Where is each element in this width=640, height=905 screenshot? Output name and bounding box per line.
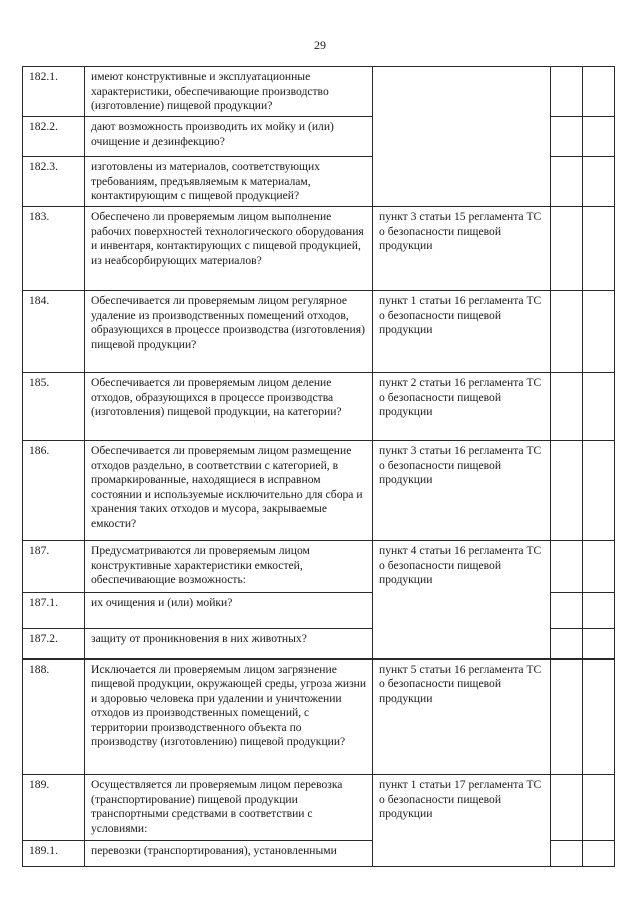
item-question: Обеспечивается ли проверяемым лицом размещение отходов раздельно, в соответствии с категорией, в промаркированные, находящиеся в исправном состоянии и используемые исключительно для сбора и хранения таких отходов и мусора, закрываемые емкости? xyxy=(85,441,373,541)
item-reference: пункт 2 статьи 16 регламента ТС о безопасности пищевой продукции xyxy=(373,373,551,441)
answer-cell xyxy=(551,67,583,117)
item-number: 188. xyxy=(23,659,85,775)
table-row xyxy=(23,659,615,775)
item-number: 187. xyxy=(23,541,85,593)
answer-cell xyxy=(551,593,583,629)
item-number: 182.2. xyxy=(23,117,85,157)
answer-cell xyxy=(583,659,615,775)
item-question: перевозки (транспортирования), установленными xyxy=(85,841,373,867)
item-number: 187.1. xyxy=(23,593,85,629)
table-row xyxy=(23,291,615,373)
answer-cell xyxy=(551,775,583,841)
table-row xyxy=(23,775,615,841)
item-question: их очищения и (или) мойки? xyxy=(85,593,373,629)
table-row xyxy=(23,541,615,593)
answer-cell xyxy=(583,67,615,117)
answer-cell xyxy=(551,541,583,593)
table-row xyxy=(23,373,615,441)
item-question: Обеспечивается ли проверяемым лицом деление отходов, образующихся в процессе производства (изготовления) пищевой продукции, на категории? xyxy=(85,373,373,441)
item-question: Обеспечивается ли проверяемым лицом регулярное удаление из производственных помещений отходов, образующихся в процессе производства (изготовления) пищевой продукции? xyxy=(85,291,373,373)
item-reference: пункт 3 статьи 15 регламента ТС о безопасности пищевой продукции xyxy=(373,207,551,291)
item-number: 184. xyxy=(23,291,85,373)
item-number: 189. xyxy=(23,775,85,841)
answer-cell xyxy=(551,841,583,867)
answer-cell xyxy=(551,659,583,775)
answer-cell xyxy=(583,541,615,593)
item-reference: пункт 3 статьи 16 регламента ТС о безопасности пищевой продукции xyxy=(373,441,551,541)
answer-cell xyxy=(551,291,583,373)
table-row xyxy=(23,441,615,541)
answer-cell xyxy=(583,373,615,441)
item-question: Обеспечено ли проверяемым лицом выполнение рабочих поверхностей технологического оборудования и инвентаря, контактирующих с пищевой продукцией, из неабсорбирующих материалов? xyxy=(85,207,373,291)
item-reference xyxy=(373,67,551,207)
answer-cell xyxy=(583,117,615,157)
item-reference: пункт 5 статьи 16 регламента ТС о безопасности пищевой продукции xyxy=(373,659,551,775)
item-number: 186. xyxy=(23,441,85,541)
item-number: 189.1. xyxy=(23,841,85,867)
answer-cell xyxy=(583,157,615,207)
answer-cell xyxy=(551,117,583,157)
answer-cell xyxy=(551,629,583,659)
page-number: 29 xyxy=(314,38,326,52)
answer-cell xyxy=(583,593,615,629)
answer-cell xyxy=(583,441,615,541)
item-question: Исключается ли проверяемым лицом загрязнение пищевой продукции, окружающей среды, угроза жизни и здоровью человека при удалении и уничтожении отходов из производственных помещений, с территории производственного объекта по производству (изготовлению) пищевой продукции? xyxy=(85,659,373,775)
answer-cell xyxy=(583,841,615,867)
item-question: имеют конструктивные и эксплуатационные характеристики, обеспечивающие производство (изготовление) пищевой продукции? xyxy=(85,67,373,117)
answer-cell xyxy=(583,207,615,291)
table-row xyxy=(23,67,615,117)
item-question: защиту от проникновения в них животных? xyxy=(85,629,373,659)
answer-cell xyxy=(583,629,615,659)
item-reference: пункт 1 статьи 17 регламента ТС о безопасности пищевой продукции xyxy=(373,775,551,867)
item-number: 187.2. xyxy=(23,629,85,659)
item-reference: пункт 4 статьи 16 регламента ТС о безопасности пищевой продукции xyxy=(373,541,551,659)
item-question: изготовлены из материалов, соответствующих требованиям, предъявляемым к материалам, контактирующим с пищевой продукцией? xyxy=(85,157,373,207)
answer-cell xyxy=(583,775,615,841)
item-number: 182.3. xyxy=(23,157,85,207)
answer-cell xyxy=(551,441,583,541)
item-number: 182.1. xyxy=(23,67,85,117)
item-reference: пункт 1 статьи 16 регламента ТС о безопасности пищевой продукции xyxy=(373,291,551,373)
answer-cell xyxy=(551,207,583,291)
item-question: дают возможность производить их мойку и (или) очищение и дезинфекцию? xyxy=(85,117,373,157)
item-number: 185. xyxy=(23,373,85,441)
checklist-table xyxy=(22,66,615,867)
item-number: 183. xyxy=(23,207,85,291)
answer-cell xyxy=(583,291,615,373)
table-row xyxy=(23,207,615,291)
item-question: Предусматриваются ли проверяемым лицом конструктивные характеристики емкостей, обеспечивающие возможность: xyxy=(85,541,373,593)
answer-cell xyxy=(551,373,583,441)
item-question: Осуществляется ли проверяемым лицом перевозка (транспортирование) пищевой продукции транспортными средствами в соответствии с условиями: xyxy=(85,775,373,841)
answer-cell xyxy=(551,157,583,207)
